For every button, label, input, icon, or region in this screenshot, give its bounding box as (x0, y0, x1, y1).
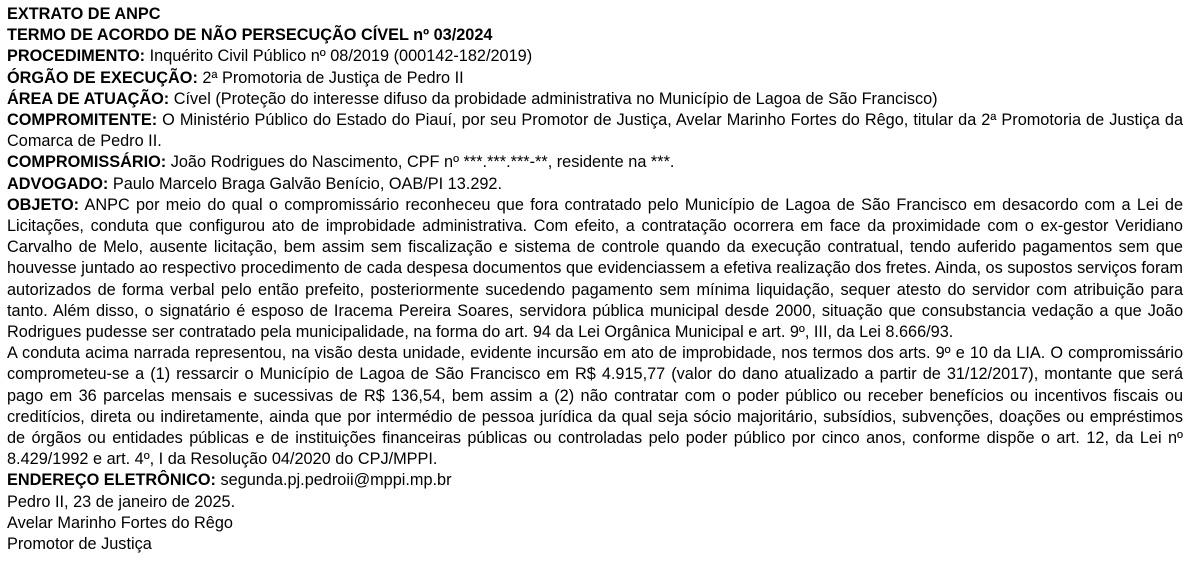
advogado-value: Paulo Marcelo Braga Galvão Benício, OAB/PI 13.292. (112, 174, 503, 193)
field-compromitente (7, 110, 1183, 152)
field-objeto (7, 195, 1183, 343)
field-orgao (7, 68, 1191, 89)
place-date: Pedro II, 23 de janeiro de 2025. (7, 492, 236, 511)
orgao-label: ÓRGÃO DE EXECUÇÃO: (7, 68, 198, 87)
field-advogado (7, 174, 1191, 195)
endereco-value: segunda.pj.pedroii@mppi.mp.br (220, 471, 452, 490)
procedimento-value: Inquérito Civil Público nº 08/2019 (000142-182/2019) (149, 47, 533, 66)
orgao-value: 2ª Promotoria de Justiça de Pedro II (202, 68, 464, 87)
endereco-label: ENDEREÇO ELETRÔNICO: (7, 471, 216, 490)
compromissario-label: COMPROMISSÁRIO: (7, 153, 167, 172)
field-procedimento (7, 46, 1191, 67)
conduta-paragraph: A conduta acima narrada representou, na visão desta unidade, evidente incursão em ato de improbidade, nos termos dos arts. 9º e 10 da LIA. O compromissário comprometeu-se a (1) ressarcir o Município de Lagoa de São Francisco em R$ 4.915,77 (valor do dano atualizado a partir de 31/12/2017), montante que será pago em 36 parcelas mensais e sucessivas de R$ 136,54, bem assim a (2) não contratar com o poder público ou receber benefícios ou incentivos fiscais ou creditícios, direta ou indiretamente, ainda que por intermédio de pessoa jurídica da qual seja sócio majoritário, subsídios, subvenções, doações ou empréstimos de órgãos ou entidades públicas e de instituições financeiras públicas ou controladas pelo poder público por cinco anos, conforme dispõe o art. 12, da Lei nº 8.429/1992 e art. 4º, I da Resolução 04/2020 do CPJ/MPPI. (7, 344, 1183, 469)
document-subtitle: TERMO DE ACORDO DE NÃO PERSECUÇÃO CÍVEL nº 03/2024 (7, 26, 493, 45)
field-endereco (7, 470, 1191, 491)
objeto-label: OBJETO: (7, 195, 80, 214)
compromitente-value: O Ministério Público do Estado do Piauí, por seu Promotor de Justiça, Avelar Marinho Fortes do Rêgo, titular da 2ª Promotoria de Justiça da Comarca de Pedro II. (7, 111, 1183, 151)
area-value: Cível (Proteção do interesse difuso da probidade administrativa no Município de Lagoa de São Francisco) (173, 89, 938, 108)
document-title: EXTRATO DE ANPC (7, 5, 161, 23)
field-area (7, 89, 1191, 110)
advogado-label: ADVOGADO: (7, 174, 109, 193)
signer-role: Promotor de Justiça (7, 535, 152, 554)
compromissario-value: João Rodrigues do Nascimento, CPF nº ***.***.***-**, residente na ***. (170, 153, 675, 172)
field-compromissario (7, 152, 1191, 173)
signer-name: Avelar Marinho Fortes do Rêgo (7, 513, 233, 532)
procedimento-label: PROCEDIMENTO: (7, 47, 146, 66)
compromitente-label: COMPROMITENTE: (7, 111, 158, 130)
objeto-value: ANPC por meio do qual o compromissário reconheceu que fora contratado pelo Município de Lagoa de São Francisco em desacordo com a Lei de Licitações, conduta que configurou ato de improbidade administrativa. Com efeito, a contratação ocorrera em face da proximidade com o ex-gestor Veridiano Carvalho de Melo, ausente licitação, bem assim sem fiscalização e sistema de controle quando da execução contratual, tendo auferido pagamentos sem que houvesse juntado ao respectivo procedimento de cada despesa documentos que evidenciassem a efetiva realização dos fretes. Ainda, os supostos serviços foram autorizados de forma verbal pelo então prefeito, posteriormente sucedendo pagamento sem mínima liquidação, sequer atesto do servidor com atribuição para tanto. Além disso, o signatário é esposo de Iracema Pereira Soares, servidora pública municipal desde 2000, situação que consubstancia vedação a que João Rodrigues pudesse ser contratado pela municipalidade, na forma do art. 94 da Lei Orgânica Municipal e art. 9º, III, da Lei 8.666/93. (7, 195, 1183, 342)
area-label: ÁREA DE ATUAÇÃO: (7, 89, 170, 108)
